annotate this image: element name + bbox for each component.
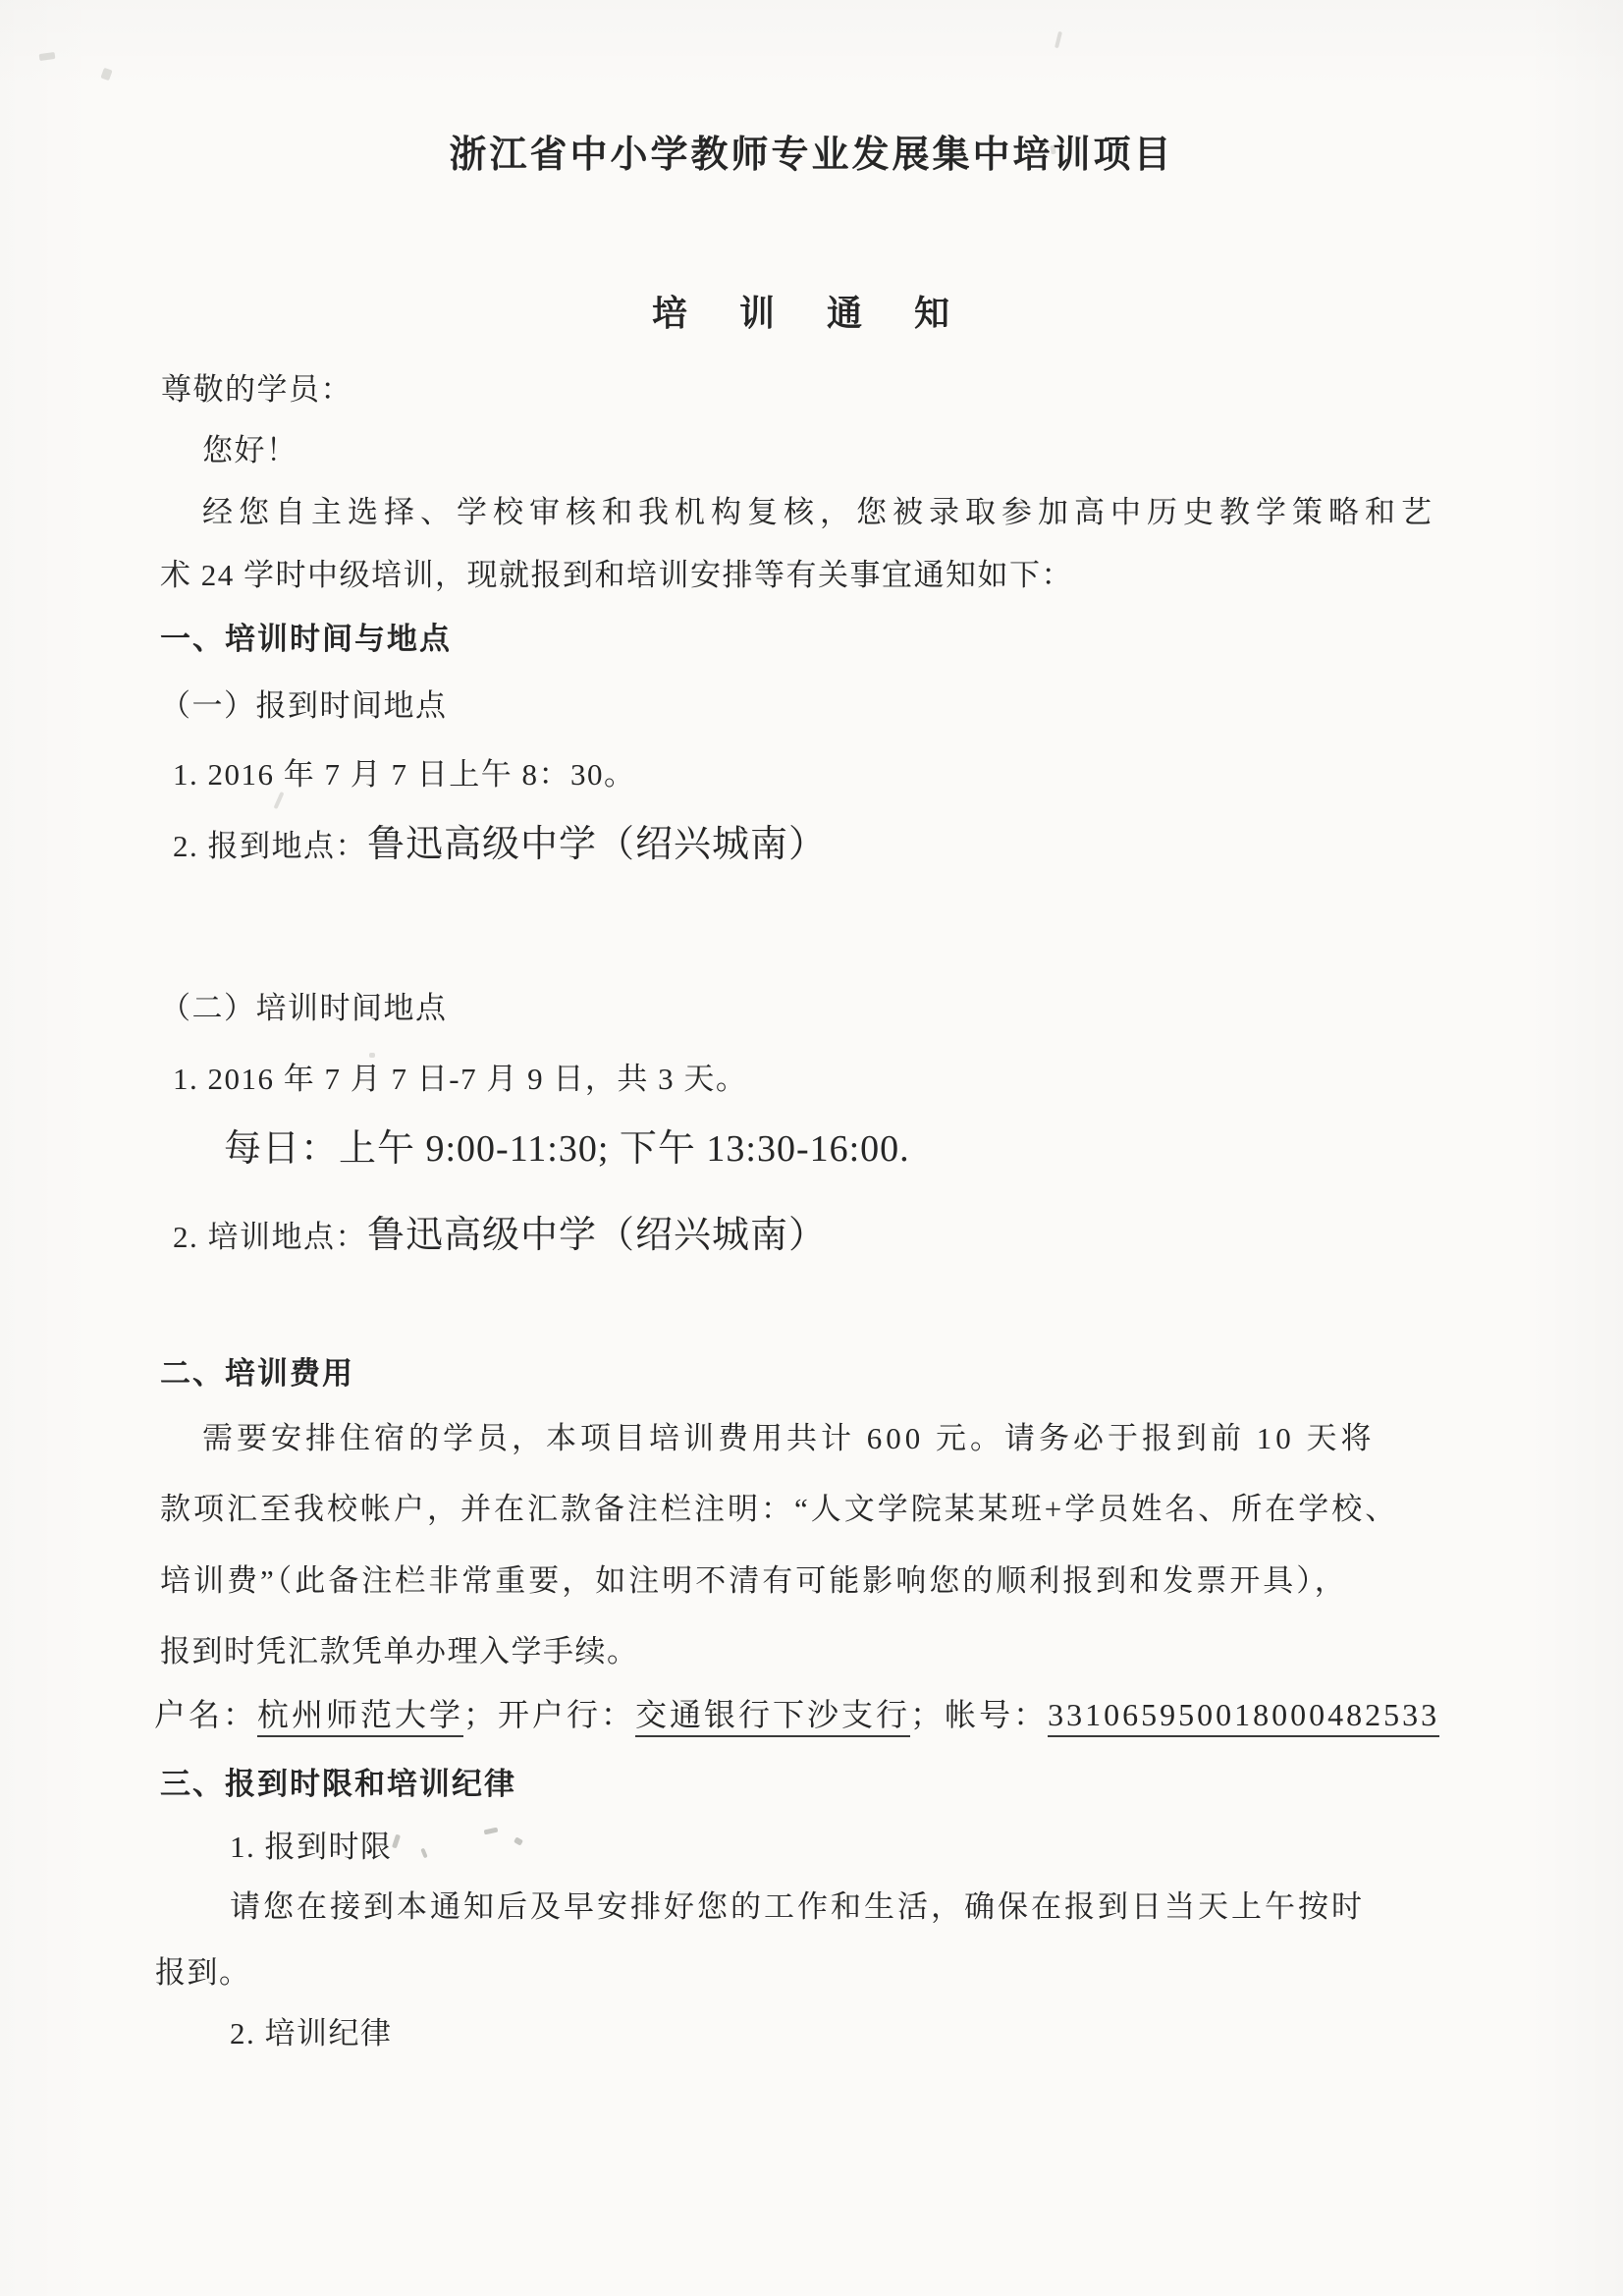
scan-artifact (100, 68, 112, 81)
report-location-item (173, 823, 827, 868)
report-location-value: 鲁迅高级中学（绍兴城南） (367, 824, 828, 865)
account-number-label: ；帐号： (910, 1697, 1049, 1732)
fee-paragraph-line-1: 需要安排住宿的学员，本项目培训费用共计 600 元。请务必于报到前 10 天将 (202, 1421, 1376, 1455)
training-location-value: 鲁迅高级中学（绍兴城南） (367, 1215, 828, 1256)
account-name-label: 户名： (154, 1697, 258, 1732)
fee-paragraph-line-4: 报到时凭汇款凭单办理入学手续。 (160, 1634, 639, 1668)
report-time-item: 1. 2016 年 7 月 7 日上午 8：30。 (173, 757, 636, 792)
report-deadline-heading: 1. 报到时限 (230, 1830, 393, 1864)
pen-mark (420, 1848, 427, 1859)
section-1-heading: 一、培训时间与地点 (160, 622, 452, 656)
report-location-label: 2. 报到地点： (173, 829, 367, 863)
daily-schedule: 每日：上午 9:00-11:30; 下午 13:30-16:00. (224, 1128, 910, 1170)
pen-mark (484, 1828, 499, 1835)
scan-artifact (369, 1053, 375, 1058)
account-number: 331065950018000482533 (1048, 1697, 1439, 1737)
training-location-item (173, 1214, 827, 1259)
fee-paragraph-line-2: 款项汇至我校帐户，并在汇款备注栏注明：“人文学院某某班+学员姓名、所在学校、 (160, 1492, 1399, 1526)
intro-line-1: 经您自主选择、学校审核和我机构复核，您被录取参加高中历史教学策略和艺 (202, 495, 1437, 529)
pen-mark (392, 1834, 401, 1849)
scan-artifact (1055, 31, 1062, 48)
pen-mark (514, 1836, 523, 1845)
account-name: 杭州师范大学 (257, 1697, 463, 1737)
report-deadline-line-2: 报到。 (155, 1955, 251, 1990)
intro-line-2: 术 24 学时中级培训，现就报到和培训安排等有关事宜通知如下： (160, 558, 1073, 592)
section-3-heading: 三、报到时限和培训纪律 (160, 1767, 516, 1801)
greeting: 您好！ (202, 433, 298, 467)
training-discipline-heading: 2. 培训纪律 (230, 2016, 393, 2050)
scan-artifact (39, 52, 56, 61)
training-dates-item: 1. 2016 年 7 月 7 日-7 月 9 日，共 3 天。 (173, 1062, 748, 1096)
fee-paragraph-line-3: 培训费”（此备注栏非常重要，如注明不清有可能影响您的顺利报到和发票开具）， (160, 1563, 1348, 1598)
document-title: 浙江省中小学教师专业发展集中培训项目 (449, 135, 1174, 176)
scan-artifact (274, 792, 285, 809)
bank-account-line (154, 1696, 1439, 1733)
report-deadline-line-1: 请您在接到本通知后及早安排好您的工作和生活，确保在报到日当天上午按时 (230, 1889, 1365, 1924)
account-bank: 交通银行下沙支行 (635, 1697, 910, 1737)
document-subtitle: 培 训 通 知 (651, 294, 971, 333)
section-2-heading: 二、培训费用 (160, 1356, 354, 1391)
section-1-sub-2-heading: （二）培训时间地点 (160, 991, 448, 1025)
section-1-sub-1-heading: （一）报到时间地点 (160, 688, 448, 723)
account-bank-label: ；开户行： (463, 1697, 636, 1732)
salutation: 尊敬的学员： (161, 372, 352, 407)
training-location-label: 2. 培训地点： (173, 1220, 367, 1254)
